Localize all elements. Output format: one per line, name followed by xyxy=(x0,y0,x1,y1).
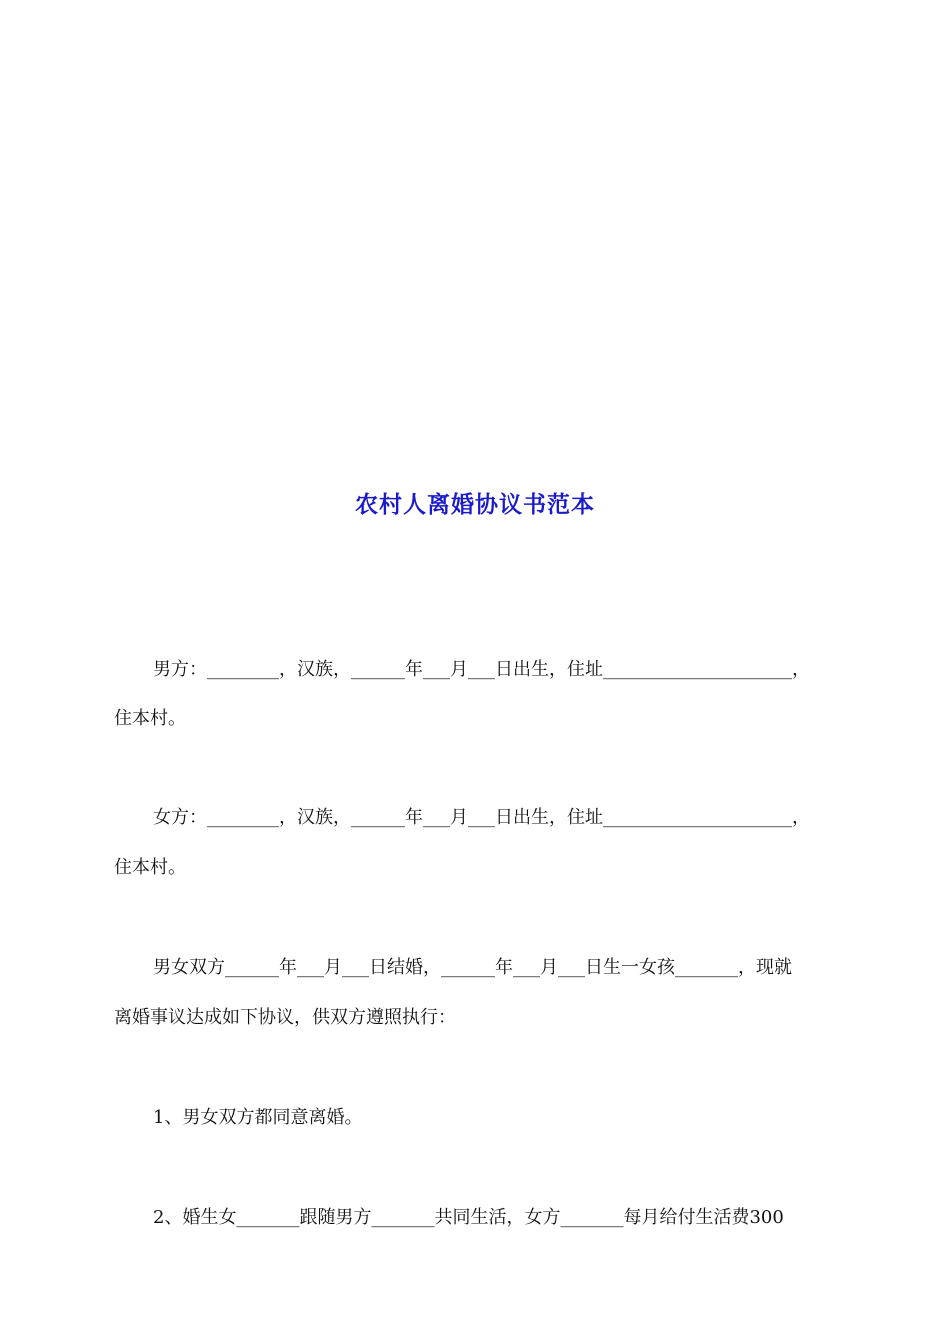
paragraph-male-line-1: 男方：________，汉族，______年___月___日出生，住址_____________________， xyxy=(153,659,810,680)
document-title: 农村人离婚协议书范本 xyxy=(355,492,595,518)
paragraph-marriage-line-2: 离婚事议达成如下协议，供双方遵照执行： xyxy=(114,1007,456,1028)
paragraph-female-line-2: 住本村。 xyxy=(114,857,186,878)
paragraph-male-line-2: 住本村。 xyxy=(114,708,186,729)
clause-1: 1、男女双方都同意离婚。 xyxy=(153,1107,363,1128)
paragraph-female-line-1: 女方：________，汉族，______年___月___日出生，住址_____________________， xyxy=(153,807,810,828)
clause-2: 2、婚生女_______跟随男方_______共同生活，女方_______每月给付生活费300 xyxy=(153,1207,784,1228)
paragraph-marriage-line-1: 男女双方______年___月___日结婚，______年___月___日生一女孩_______，现就 xyxy=(153,957,792,978)
